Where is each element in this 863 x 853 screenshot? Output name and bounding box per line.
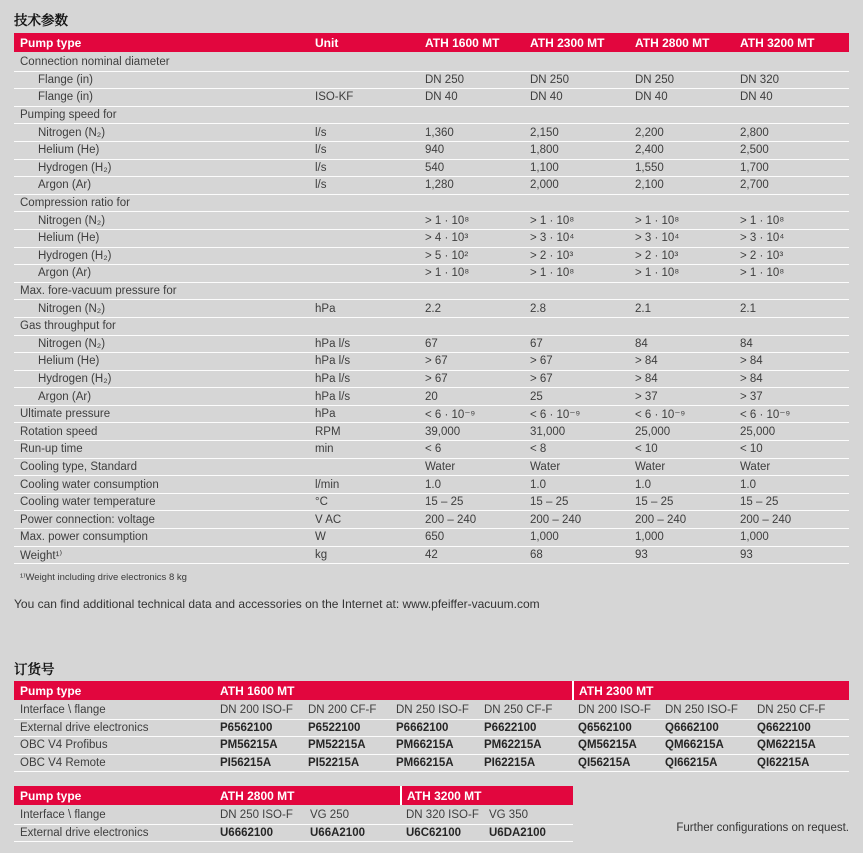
row-label: Argon (Ar) — [38, 267, 92, 280]
row-value: DN 40 — [425, 91, 458, 104]
tech-section-row — [14, 54, 849, 72]
order-row — [14, 755, 849, 773]
row-value: 2,200 — [635, 126, 664, 139]
tech-data-row — [14, 248, 849, 266]
order-table-2-body — [14, 807, 573, 842]
order-number-cell: DN 250 CF-F — [757, 704, 826, 717]
order2-header-pump-type: Pump type — [20, 788, 82, 803]
row-value: 20 — [425, 390, 438, 403]
row-value: DN 250 — [635, 73, 674, 86]
row-value: 200 – 240 — [635, 513, 687, 526]
row-label: Flange (in) — [38, 91, 93, 104]
row-value: < 10 — [635, 443, 658, 456]
row-label: Weight¹⁾ — [20, 549, 63, 562]
row-value: < 6 · 10⁻⁹ — [740, 409, 791, 422]
tech-data-row — [14, 72, 849, 90]
row-label: Hydrogen (H₂) — [38, 161, 112, 174]
row-unit: l/min — [315, 478, 340, 491]
tech-data-row — [14, 476, 849, 494]
order-number-cell: PM56215A — [220, 739, 278, 752]
row-value: < 6 — [425, 443, 442, 456]
order-number-cell: QI62215A — [757, 756, 810, 769]
row-label: Gas throughput for — [20, 320, 116, 333]
row-value: 1,100 — [530, 161, 559, 174]
row-value: < 6 · 10⁻⁹ — [530, 409, 581, 422]
tech-data-row — [14, 300, 849, 318]
order-number-cell: DN 200 CF-F — [308, 704, 377, 717]
order-table-ath1600-2300 — [14, 681, 849, 772]
tech-data-row — [14, 494, 849, 512]
row-label: Helium (He) — [38, 355, 100, 368]
order-number-cell: U6DA2100 — [489, 826, 546, 839]
order-number-cell: Q6662100 — [665, 721, 719, 734]
row-value: 2.8 — [530, 302, 546, 315]
tech-data-row — [14, 142, 849, 160]
row-value: 940 — [425, 144, 445, 157]
tech-data-row — [14, 371, 849, 389]
row-value: DN 250 — [425, 73, 464, 86]
row-unit: hPa l/s — [315, 372, 351, 385]
order-row-label: External drive electronics — [20, 826, 149, 839]
row-value: 2.1 — [740, 302, 756, 315]
row-value: > 1 · 10⁸ — [425, 214, 470, 227]
further-configurations-note: Further configurations on request. — [676, 822, 849, 834]
tech-data-row — [14, 353, 849, 371]
order-number-cell: Q6562100 — [578, 721, 632, 734]
order-number-cell: U6C62100 — [406, 826, 461, 839]
row-label: Connection nominal diameter — [20, 56, 170, 69]
order-row-label: OBC V4 Remote — [20, 756, 106, 769]
row-value: 2,150 — [530, 126, 559, 139]
tech-data-row — [14, 265, 849, 283]
tech-data-row — [14, 547, 849, 565]
row-value: 84 — [635, 337, 648, 350]
row-value: 67 — [530, 337, 543, 350]
tech-data-row — [14, 406, 849, 424]
row-label: Cooling water temperature — [20, 496, 156, 509]
tech-header-pump-type: Pump type — [20, 35, 82, 50]
order-row-label: External drive electronics — [20, 721, 149, 734]
row-value: 200 – 240 — [425, 513, 477, 526]
row-value: 15 – 25 — [635, 496, 674, 509]
row-value: 1,000 — [530, 531, 559, 544]
row-value: > 1 · 10⁸ — [740, 267, 785, 280]
row-value: 1.0 — [740, 478, 756, 491]
row-value: 25,000 — [740, 425, 776, 438]
tech-data-row — [14, 160, 849, 178]
order1-header-ath2300: ATH 2300 MT — [572, 681, 849, 700]
row-value: 15 – 25 — [425, 496, 464, 509]
order-row — [14, 702, 849, 720]
row-value: > 84 — [635, 355, 658, 368]
order-number-cell: PM62215A — [484, 739, 542, 752]
order-number-cell: U6662100 — [220, 826, 274, 839]
order-number-cell: P6662100 — [396, 721, 449, 734]
tech-section-row — [14, 107, 849, 125]
row-unit: l/s — [315, 161, 327, 174]
tech-header-ath2300: ATH 2300 MT — [530, 35, 605, 50]
order-table-1-header-row — [14, 681, 849, 700]
tech-data-row — [14, 388, 849, 406]
tech-data-row — [14, 441, 849, 459]
tech-data-row — [14, 230, 849, 248]
row-label: Run-up time — [20, 443, 83, 456]
row-value: 2,700 — [740, 179, 769, 192]
row-unit: W — [315, 531, 326, 544]
weight-footnote: ¹⁾Weight including drive electronics 8 kg — [20, 572, 187, 583]
order-number-cell: P6622100 — [484, 721, 537, 734]
row-label: Pumping speed for — [20, 109, 117, 122]
order1-header-ath1600: ATH 1600 MT — [220, 683, 295, 698]
row-value: > 67 — [425, 355, 448, 368]
order-number-cell: U66A2100 — [310, 826, 365, 839]
order-table-ath2800-3200 — [14, 786, 573, 842]
order1-header-pump-type: Pump type — [20, 683, 82, 698]
row-value: 2.1 — [635, 302, 651, 315]
row-label: Flange (in) — [38, 73, 93, 86]
order-number-cell: QM66215A — [665, 739, 724, 752]
order-row-label: Interface \ flange — [20, 809, 106, 822]
row-unit: hPa l/s — [315, 337, 351, 350]
row-value: Water — [425, 460, 456, 473]
row-value: 25 — [530, 390, 543, 403]
row-value: < 10 — [740, 443, 763, 456]
row-value: > 1 · 10⁸ — [530, 267, 575, 280]
row-label: Rotation speed — [20, 425, 98, 438]
tech-data-row — [14, 89, 849, 107]
row-label: Ultimate pressure — [20, 408, 111, 421]
tech-section-row — [14, 195, 849, 213]
tech-data-row — [14, 212, 849, 230]
row-value: > 1 · 10⁸ — [425, 267, 470, 280]
row-value: > 84 — [740, 355, 763, 368]
row-value: > 3 · 10⁴ — [530, 232, 575, 245]
row-value: 15 – 25 — [740, 496, 779, 509]
order-number-cell: PM66215A — [396, 756, 454, 769]
row-value: 1.0 — [635, 478, 651, 491]
row-unit: ISO-KF — [315, 91, 354, 104]
tech-header-ath1600: ATH 1600 MT — [425, 35, 500, 50]
tech-data-row — [14, 124, 849, 142]
order-number-cell: QI56215A — [578, 756, 631, 769]
row-value: > 2 · 10³ — [740, 249, 784, 262]
row-unit: hPa — [315, 408, 336, 421]
row-value: > 37 — [635, 390, 658, 403]
order-number-cell: DN 320 ISO-F — [406, 809, 479, 822]
row-label: Helium (He) — [38, 144, 100, 157]
row-value: > 3 · 10⁴ — [740, 232, 785, 245]
row-label: Argon (Ar) — [38, 390, 92, 403]
row-label: Cooling water consumption — [20, 478, 159, 491]
row-value: > 84 — [635, 372, 658, 385]
row-value: > 1 · 10⁸ — [530, 214, 575, 227]
tech-data-row — [14, 459, 849, 477]
row-label: Hydrogen (H₂) — [38, 249, 112, 262]
row-value: 15 – 25 — [530, 496, 569, 509]
row-value: 68 — [530, 548, 543, 561]
order-number-title: 订货号 — [14, 662, 55, 677]
row-label: Nitrogen (N₂) — [38, 214, 106, 227]
row-value: 1,280 — [425, 179, 454, 192]
tech-params-title: 技术参数 — [14, 13, 68, 28]
row-value: 1,700 — [740, 161, 769, 174]
order-number-cell: DN 250 ISO-F — [665, 704, 738, 717]
row-value: > 3 · 10⁴ — [635, 232, 680, 245]
row-label: Power connection: voltage — [20, 513, 155, 526]
row-value: > 67 — [530, 355, 553, 368]
row-value: DN 40 — [530, 91, 563, 104]
row-label: Max. power consumption — [20, 531, 148, 544]
row-label: Nitrogen (N₂) — [38, 302, 106, 315]
order-table-1-body — [14, 702, 849, 772]
row-value: 2,000 — [530, 179, 559, 192]
row-unit: kg — [315, 548, 328, 561]
order2-header-ath3200: ATH 3200 MT — [400, 786, 573, 805]
row-value: 200 – 240 — [530, 513, 582, 526]
row-value: > 4 · 10³ — [425, 232, 469, 245]
order-number-cell: PI62215A — [484, 756, 536, 769]
tech-header-ath2800: ATH 2800 MT — [635, 35, 710, 50]
row-unit: RPM — [315, 425, 341, 438]
order-row — [14, 825, 573, 843]
tech-params-table — [14, 33, 849, 564]
order-number-cell: PM66215A — [396, 739, 454, 752]
row-unit: hPa l/s — [315, 390, 351, 403]
row-value: 25,000 — [635, 425, 671, 438]
row-value: 31,000 — [530, 425, 566, 438]
row-value: > 1 · 10⁸ — [635, 267, 680, 280]
row-value: 1.0 — [425, 478, 441, 491]
order-number-cell: QM56215A — [578, 739, 637, 752]
order-number-cell: Q6622100 — [757, 721, 811, 734]
row-unit: V AC — [315, 513, 342, 526]
row-value: > 1 · 10⁸ — [740, 214, 785, 227]
row-unit: hPa l/s — [315, 355, 351, 368]
row-label: Max. fore-vacuum pressure for — [20, 285, 177, 298]
row-value: Water — [740, 460, 771, 473]
order-number-cell: QM62215A — [757, 739, 816, 752]
row-value: > 37 — [740, 390, 763, 403]
order-row-label: OBC V4 Profibus — [20, 739, 108, 752]
row-value: DN 250 — [530, 73, 569, 86]
order-number-cell: P6522100 — [308, 721, 361, 734]
row-value: < 6 · 10⁻⁹ — [635, 409, 686, 422]
tech-data-row — [14, 511, 849, 529]
row-value: DN 40 — [635, 91, 668, 104]
row-value: < 6 · 10⁻⁹ — [425, 409, 476, 422]
row-value: 1,000 — [740, 531, 769, 544]
row-label: Nitrogen (N₂) — [38, 337, 106, 350]
tech-data-row — [14, 336, 849, 354]
order-number-cell: P6562100 — [220, 721, 273, 734]
order-row — [14, 807, 573, 825]
row-value: 1,800 — [530, 144, 559, 157]
row-value: 200 – 240 — [740, 513, 792, 526]
row-value: 2,800 — [740, 126, 769, 139]
order-row — [14, 737, 849, 755]
row-label: Compression ratio for — [20, 197, 130, 210]
row-value: 650 — [425, 531, 445, 544]
row-value: Water — [635, 460, 666, 473]
order-number-cell: PI56215A — [220, 756, 272, 769]
row-value: > 67 — [425, 372, 448, 385]
row-label: Cooling type, Standard — [20, 460, 137, 473]
row-value: 1.0 — [530, 478, 546, 491]
row-value: 2,100 — [635, 179, 664, 192]
row-value: > 84 — [740, 372, 763, 385]
order-number-cell: DN 250 ISO-F — [220, 809, 293, 822]
row-value: Water — [530, 460, 561, 473]
tech-data-row — [14, 423, 849, 441]
order-number-cell: VG 250 — [310, 809, 349, 822]
row-value: 39,000 — [425, 425, 461, 438]
row-value: > 2 · 10³ — [530, 249, 574, 262]
row-unit: l/s — [315, 179, 327, 192]
order-table-2-header-row — [14, 786, 573, 805]
row-value: 93 — [740, 548, 753, 561]
row-value: > 2 · 10³ — [635, 249, 679, 262]
order-number-cell: QI66215A — [665, 756, 718, 769]
row-value: 2,500 — [740, 144, 769, 157]
row-value: 1,550 — [635, 161, 664, 174]
row-value: 1,000 — [635, 531, 664, 544]
order-number-cell: DN 200 ISO-F — [578, 704, 651, 717]
order-row — [14, 720, 849, 738]
row-unit: l/s — [315, 126, 327, 139]
row-value: 2,400 — [635, 144, 664, 157]
row-value: > 1 · 10⁸ — [635, 214, 680, 227]
row-value: > 67 — [530, 372, 553, 385]
row-value: DN 320 — [740, 73, 779, 86]
row-label: Nitrogen (N₂) — [38, 126, 106, 139]
row-value: 2.2 — [425, 302, 441, 315]
order-number-cell: VG 350 — [489, 809, 528, 822]
tech-section-row — [14, 318, 849, 336]
row-value: 84 — [740, 337, 753, 350]
tech-data-row — [14, 177, 849, 195]
order2-header-ath2800: ATH 2800 MT — [220, 788, 295, 803]
row-value: 93 — [635, 548, 648, 561]
row-value: 42 — [425, 548, 438, 561]
order-row-label: Interface \ flange — [20, 704, 106, 717]
row-unit: °C — [315, 496, 328, 509]
internet-note: You can find additional technical data and accessories on the Internet at: www.pfeiffer-vacuum.com — [14, 597, 540, 611]
order-number-cell: DN 200 ISO-F — [220, 704, 293, 717]
row-value: 1,360 — [425, 126, 454, 139]
tech-data-row — [14, 529, 849, 547]
tech-table-header-row — [14, 33, 849, 52]
row-label: Hydrogen (H₂) — [38, 372, 112, 385]
order-number-cell: DN 250 CF-F — [484, 704, 553, 717]
order-number-cell: DN 250 ISO-F — [396, 704, 469, 717]
row-label: Argon (Ar) — [38, 179, 92, 192]
row-value: 67 — [425, 337, 438, 350]
row-unit: min — [315, 443, 334, 456]
tech-header-unit: Unit — [315, 35, 339, 50]
order-number-cell: PI52215A — [308, 756, 360, 769]
tech-table-body — [14, 54, 849, 564]
order-number-cell: PM52215A — [308, 739, 366, 752]
tech-header-ath3200: ATH 3200 MT — [740, 35, 815, 50]
row-unit: l/s — [315, 144, 327, 157]
row-value: > 5 · 10² — [425, 249, 469, 262]
row-unit: hPa — [315, 302, 336, 315]
tech-section-row — [14, 283, 849, 301]
row-value: 540 — [425, 161, 445, 174]
row-label: Helium (He) — [38, 232, 100, 245]
row-value: DN 40 — [740, 91, 773, 104]
row-value: < 8 — [530, 443, 547, 456]
